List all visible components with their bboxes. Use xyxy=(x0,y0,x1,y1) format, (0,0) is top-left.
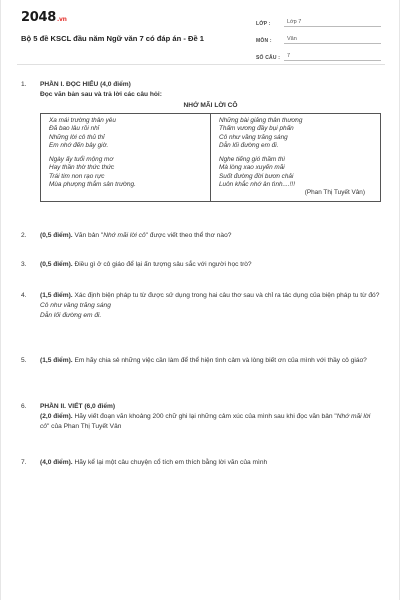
poem-line: Em nhớ đến bây giờ. xyxy=(49,141,109,149)
question-6 xyxy=(21,402,381,432)
question-text-part: Em hãy chia sẻ những việc cần làm để thể hiện tình cảm và lòng biết ơn của mình với thầy cô giáo? xyxy=(72,357,367,364)
poem-stanza xyxy=(219,156,375,197)
section-heading-writing: PHẦN II. VIẾT (6,0 điểm) xyxy=(40,403,116,410)
poem-line: Mùa phượng thắm sân trường. xyxy=(49,181,136,189)
question-4 xyxy=(21,291,381,321)
poem-author: (Phan Thị Tuyết Vân) xyxy=(304,189,365,197)
question-text-part: Hãy viết đoạn văn khoảng 200 chữ ghi lại những cảm xúc của mình sau khi đọc văn bản " xyxy=(72,413,337,420)
poem-line: Suốt đường đời bươn chải xyxy=(219,172,294,180)
question-text-part: " của Phan Thị Tuyết Vân xyxy=(46,423,122,430)
question-points: (0,5 điểm). xyxy=(40,261,73,268)
question-points: (1,5 điểm). xyxy=(40,357,73,364)
quoted-verse-line: Cô như vầng trăng sáng xyxy=(40,302,111,309)
question-text xyxy=(40,231,381,241)
meta-row-class xyxy=(256,14,381,27)
poem-column-right xyxy=(210,114,380,201)
question-points: (4,0 điểm). xyxy=(40,459,73,466)
meta-row-question-count xyxy=(256,48,381,61)
question-points: (0,5 điểm). xyxy=(40,232,73,239)
question-number: 3. xyxy=(21,261,27,268)
question-text-part: " được viết theo thể thơ nào? xyxy=(145,232,232,239)
logo-sub: .vn xyxy=(56,16,67,23)
question-number: 1. xyxy=(21,81,27,88)
poem-line: Mà lòng xao xuyến mãi xyxy=(219,164,285,172)
poem-line: Thấm vương đầy bụi phấn xyxy=(219,125,294,133)
reading-instruction: Đọc văn bản sau và trả lời các câu hỏi: xyxy=(40,91,162,98)
question-text-part: Điều gì ở cô giáo để lại ấn tượng sâu sắc với người học trò? xyxy=(72,261,252,268)
question-points: (1,5 điểm). xyxy=(40,292,73,299)
poem-line: Nghe tiếng gió thầm thì xyxy=(219,156,286,164)
poem-table xyxy=(40,113,381,202)
question-number: 6. xyxy=(21,403,27,410)
poem-line: Xa mái trường thân yêu xyxy=(49,117,116,124)
question-text xyxy=(40,412,381,432)
question-text-part: Hãy kể lại một câu chuyện cổ tích em thích bằng lời văn của mình xyxy=(72,459,268,466)
meta-value-class: Lớp 7 xyxy=(284,19,381,27)
quoted-verse-line: Dẫn lối đường em đi. xyxy=(40,312,102,319)
poem-stanza xyxy=(49,117,205,150)
poem-line: Dẫn lối đường em đi. xyxy=(219,141,279,149)
question-text-part: Xác định biện pháp tu từ được sử dụng trong hai câu thơ sau và chỉ ra tác dụng của biện pháp tu từ đó? xyxy=(72,292,380,299)
question-3 xyxy=(21,260,381,270)
poem-line: Những bài giảng thân thương xyxy=(219,117,303,124)
question-number: 2. xyxy=(21,232,27,239)
poem-title-reference: Nhớ mãi lời cô xyxy=(103,232,146,239)
poem-line: Những lời cô thủ thỉ xyxy=(49,133,105,141)
document-title: Bộ 5 đề KSCL đầu năm Ngữ văn 7 có đáp án - Đề 1 xyxy=(21,34,205,43)
poem-column-left xyxy=(41,114,210,201)
poem-stanza xyxy=(49,156,205,189)
meta-value-question-count: 7 xyxy=(284,53,381,61)
question-2 xyxy=(21,231,381,241)
question-points: (2,0 điểm). xyxy=(40,413,73,420)
question-text xyxy=(40,458,381,468)
meta-value-subject: Văn xyxy=(284,36,381,44)
question-number: 5. xyxy=(21,357,27,364)
poem-line: Luôn khắc nhớ ân tình....!!! xyxy=(219,181,295,189)
meta-row-subject xyxy=(256,31,381,44)
poem-stanza xyxy=(219,117,375,150)
meta-label-question-count: SỐ CÂU : xyxy=(256,55,281,61)
question-1 xyxy=(21,80,381,202)
poem-line: Đã bao lâu rồi nhỉ xyxy=(49,125,100,133)
poem-line: Cô như vầng trăng sáng xyxy=(219,133,288,141)
question-text xyxy=(40,356,381,366)
meta-fields xyxy=(256,14,381,65)
meta-label-class: LỚP : xyxy=(256,21,271,27)
header-divider xyxy=(17,64,385,65)
site-logo[interactable] xyxy=(21,10,67,25)
question-text xyxy=(40,291,381,301)
question-text-part: Văn bản " xyxy=(72,232,104,239)
poem-line: Hay thần thờ thức thức xyxy=(49,164,115,172)
poem-title-reference: Nhớ mãi lời cô xyxy=(40,413,371,430)
question-number: 7. xyxy=(21,459,27,466)
meta-label-subject: MÔN : xyxy=(256,38,272,44)
question-number: 4. xyxy=(21,292,27,299)
poem-line: Ngày ấy tuổi mộng mơ xyxy=(49,156,114,164)
poem-line: Trái tim non rạo rực xyxy=(49,172,105,180)
question-text xyxy=(40,260,381,270)
logo-main: 2048 xyxy=(21,10,56,25)
poem-title: NHỚ MÃI LỜI CÔ xyxy=(183,102,238,109)
section-heading-reading: PHẦN I. ĐỌC HIỂU (4,0 điểm) xyxy=(40,81,131,88)
question-7 xyxy=(21,458,381,468)
question-5 xyxy=(21,356,381,366)
